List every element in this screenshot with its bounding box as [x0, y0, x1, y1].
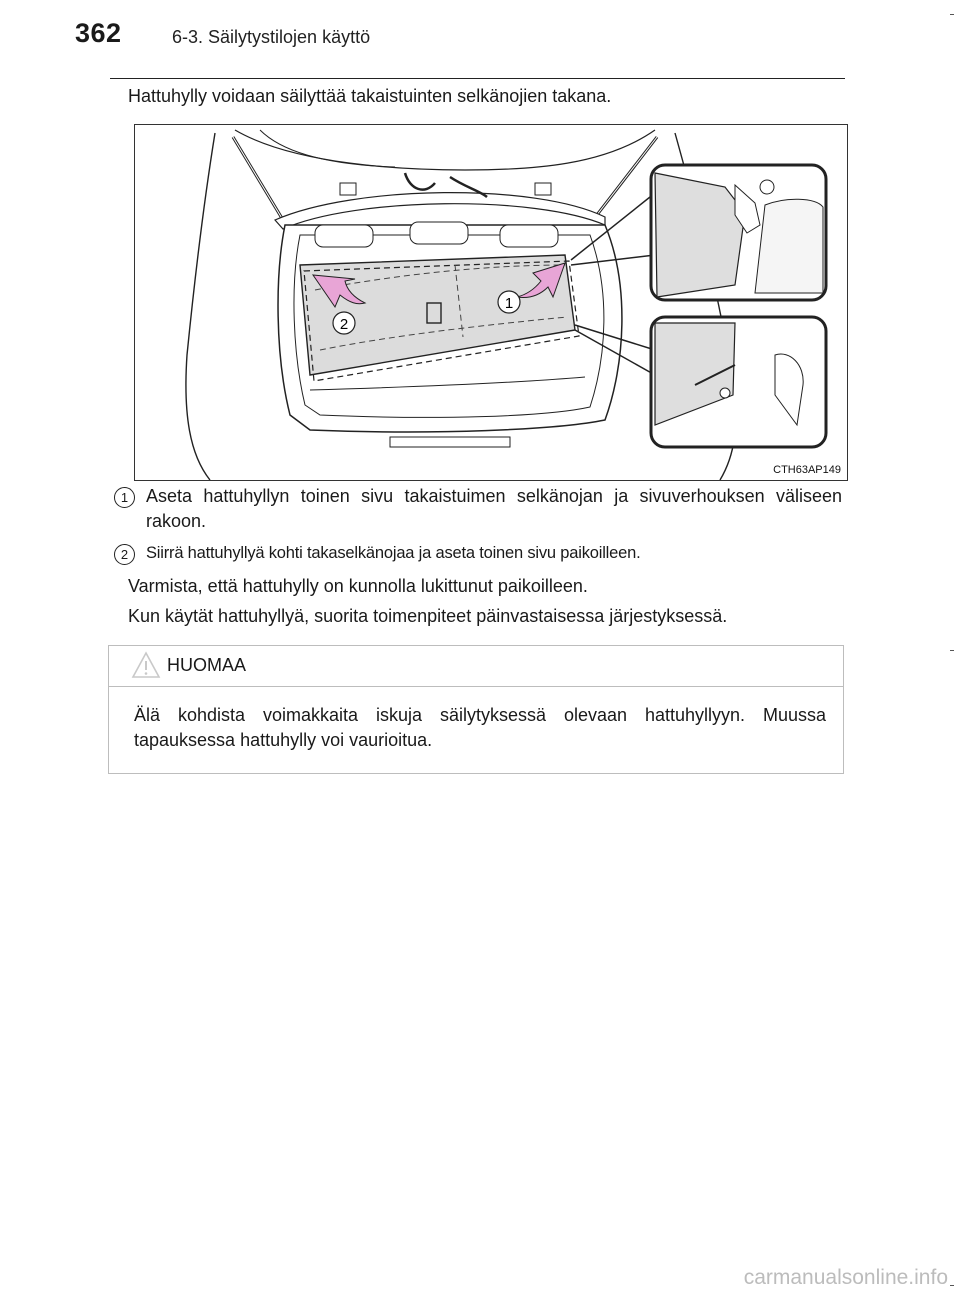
figure-callout-2: 2	[339, 316, 349, 333]
figure-code: CTH63AP149	[773, 464, 841, 476]
caution-text: Älä kohdista voimakkaita iskuja säilytyksessä olevaan hattuhyllyyn. Muussa tapauksessa hattuhylly voi vaurioitua.	[134, 705, 826, 750]
note-reverse-order: Kun käytät hattuhyllyä, suorita toimenpiteet päinvastaisessa järjestyksessä.	[128, 606, 728, 626]
figure-callout-1: 1	[504, 295, 514, 312]
note-lock-check: Varmista, että hattuhylly on kunnolla lukittunut paikoilleen.	[128, 576, 588, 596]
step-number-2: 2	[114, 544, 135, 565]
caution-header	[109, 646, 843, 687]
caution-title: HUOMAA	[167, 655, 247, 675]
trunk-illustration	[135, 125, 847, 480]
watermark: carmanualsonline.info	[743, 1266, 948, 1289]
caution-box	[108, 645, 844, 774]
page-number: 362	[75, 18, 122, 48]
edge-tick	[950, 650, 954, 651]
step-2	[114, 541, 844, 569]
intro-text: Hattuhylly voidaan säilyttää takaistuinten selkänojien takana.	[128, 86, 612, 106]
section-title: 6-3. Säilytystilojen käyttö	[172, 27, 371, 47]
edge-tick	[950, 14, 954, 15]
hat-shelf-figure	[134, 124, 848, 481]
step-1-text: Aseta hattuhyllyn toinen sivu takaistuimen selkänojan ja sivuverhouksen väliseen rakoon.	[146, 486, 842, 531]
header-divider	[110, 78, 845, 79]
step-2-text: Siirrä hattuhyllyä kohti takaselkänojaa ja aseta toinen sivu paikoilleen.	[146, 544, 641, 562]
step-1	[114, 484, 844, 536]
warning-triangle-icon	[131, 650, 161, 680]
edge-tick	[950, 1285, 954, 1286]
step-number-1: 1	[114, 487, 135, 508]
